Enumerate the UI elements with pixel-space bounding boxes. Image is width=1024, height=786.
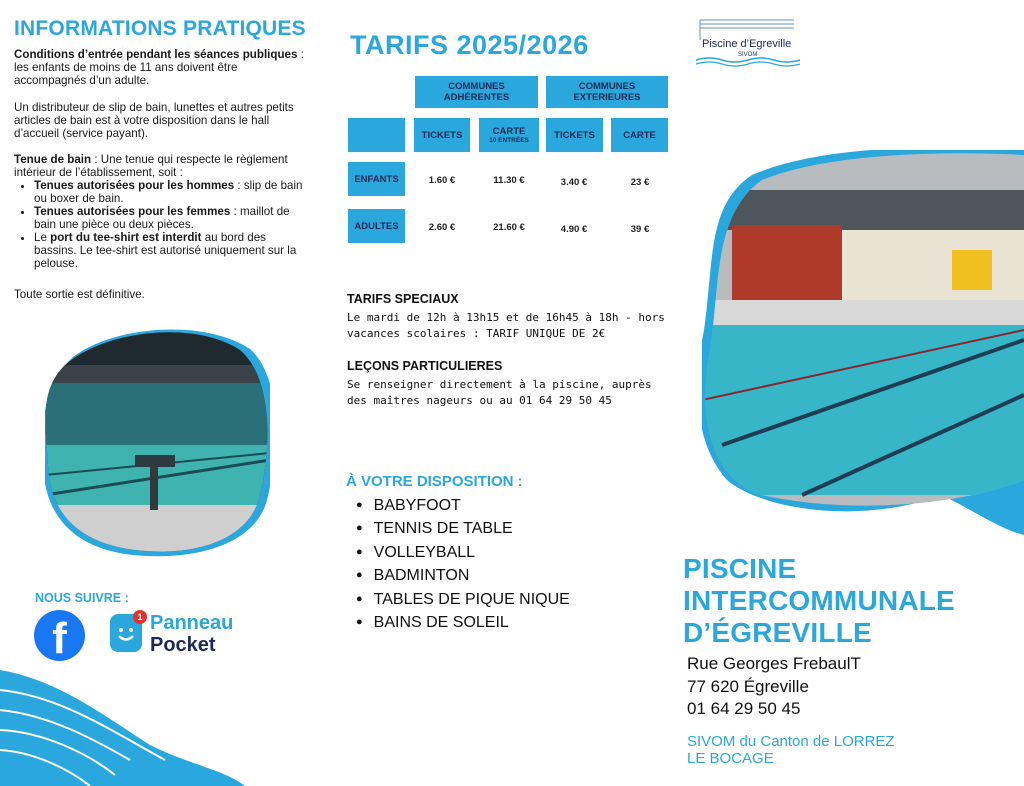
amenity-item: ● TENNIS DE TABLE: [356, 518, 570, 541]
piscine-logo: [694, 16, 802, 68]
lessons-line2: des maîtres nageurs ou au 01 64 29 50 45: [347, 394, 612, 407]
header-communes-exterieures: [546, 76, 668, 108]
rule-women: [34, 205, 304, 231]
facebook-icon[interactable]: f: [34, 610, 85, 661]
exit-note: Toute sortie est définitive.: [14, 288, 145, 301]
pool-photo-left: [45, 325, 270, 560]
price-enfants-carte-ext: 23 €: [630, 177, 650, 188]
address-street: Rue Georges FrebaulT: [687, 654, 861, 673]
rule-men-bold: Tenues autorisées pour les hommes: [34, 179, 235, 192]
amenity-item: ● BABYFOOT: [356, 495, 570, 518]
lessons-line1: Se renseigner directement à la piscine, auprès: [347, 378, 652, 391]
info-title: INFORMATIONS PRATIQUES: [14, 17, 306, 40]
address-city: 77 620 Égreville: [687, 677, 809, 696]
amenity-item: ● BAINS DE SOLEIL: [356, 612, 570, 635]
rule-women-bold: Tenues autorisées pour les femmes: [34, 205, 231, 218]
swimwear-section: [14, 153, 304, 270]
price-enfants-tickets-ext: 3.40 €: [560, 177, 588, 188]
header-tickets-2: TICKETS: [546, 118, 603, 152]
price-adultes-carte-ext: 39 €: [630, 224, 650, 235]
rule-women-text: : maillot de bain une pièce ou deux pièces.: [34, 205, 290, 231]
piscine-title-line2: INTERCOMMUNALE: [683, 585, 955, 616]
price-adultes-carte-adh: 21.60 €: [493, 222, 525, 233]
header-carte-2: CARTE: [611, 118, 668, 152]
swimwear-rules: [14, 179, 304, 270]
panneau-pocket-word1[interactable]: Panneau: [150, 612, 234, 634]
logo-name: Piscine d’Egreville: [702, 38, 792, 50]
lessons-title: LEÇONS PARTICULIERES: [347, 359, 503, 373]
entry-conditions-text: : les enfants de moins de 11 ans doivent être accompagnés d’un adulte.: [14, 48, 304, 87]
amenities-title: À VOTRE DISPOSITION :: [346, 473, 523, 490]
tarifs-title: TARIFS 2025/2026: [350, 30, 589, 60]
header-carte-1: [479, 118, 539, 152]
special-tarifs-line2: vacances scolaires : TARIF UNIQUE DE 2€: [347, 327, 606, 340]
piscine-title-line3: D’ÉGREVILLE: [683, 617, 872, 648]
price-adultes-tickets-adh: 2.60 €: [428, 222, 456, 233]
entry-conditions: [14, 48, 304, 87]
phone-number[interactable]: 01 64 29 50 45: [687, 699, 801, 718]
sivom-line2: LE BOCAGE: [687, 750, 774, 767]
special-tarifs-title: TARIFS SPECIAUX: [347, 292, 459, 306]
rule-men: [34, 179, 304, 205]
row-label-adultes: ADULTES: [348, 209, 405, 243]
swimwear-label: Tenue de bain: [14, 153, 92, 166]
amenity-item: ● TABLES DE PIQUE NIQUE: [356, 589, 570, 612]
price-enfants-tickets-adh: 1.60 €: [428, 175, 456, 186]
entry-conditions-label: Conditions d’entrée pendant les séances publiques: [14, 48, 298, 61]
price-adultes-tickets-ext: 4.90 €: [560, 224, 588, 235]
sivom-line1: SIVOM du Canton de LORREZ: [687, 733, 895, 750]
header-carte-sub: 10 ENTRÉES: [489, 136, 529, 144]
pool-photo-right: [702, 150, 1024, 535]
piscine-title-line1: PISCINE: [683, 553, 797, 584]
amenity-item: ● BADMINTON: [356, 565, 570, 588]
notification-badge: 1: [133, 610, 147, 624]
row-label-enfants: ENFANTS: [348, 162, 405, 196]
rule-tshirt: [34, 231, 304, 270]
distributor-info: Un distributeur de slip de bain, lunettes et autres petits articles de bain est à votre disposition dans le hall d’accueil (service payant).: [14, 101, 294, 140]
special-tarifs-line1: Le mardi de 12h à 13h15 et de 16h45 à 18h - hors: [347, 311, 665, 324]
rule-tshirt-pre: Le: [34, 231, 51, 244]
rule-tshirt-bold: port du tee-shirt est interdit: [50, 231, 202, 244]
piscine-title: [683, 553, 955, 649]
swimwear-text: : Une tenue qui respecte le règlement intérieur de l’établissement, soit :: [14, 153, 288, 179]
price-enfants-carte-adh: 11.30 €: [493, 175, 525, 186]
header-empty-cell: [348, 118, 405, 152]
header-group2-label: COMMUNES EXTERIEURES: [573, 81, 641, 103]
amenities-list: [356, 495, 570, 635]
follow-us-label: NOUS SUIVRE :: [35, 591, 129, 605]
wave-decoration-left: [0, 660, 245, 786]
header-carte-label: CARTE: [492, 125, 526, 137]
header-tickets-1: TICKETS: [414, 118, 470, 152]
header-group1-label: COMMUNES ADHÉRENTES: [443, 81, 510, 103]
panneau-pocket-word2[interactable]: Pocket: [150, 634, 216, 656]
rule-men-text: : slip de bain ou boxer de bain.: [34, 179, 303, 205]
amenity-item: ● VOLLEYBALL: [356, 542, 570, 565]
rule-tshirt-text: au bord des bassins. Le tee-shirt est autorisé uniquement sur la pelouse.: [34, 231, 297, 270]
logo-sub: SIVOM: [738, 52, 758, 58]
header-communes-adherentes: [415, 76, 538, 108]
